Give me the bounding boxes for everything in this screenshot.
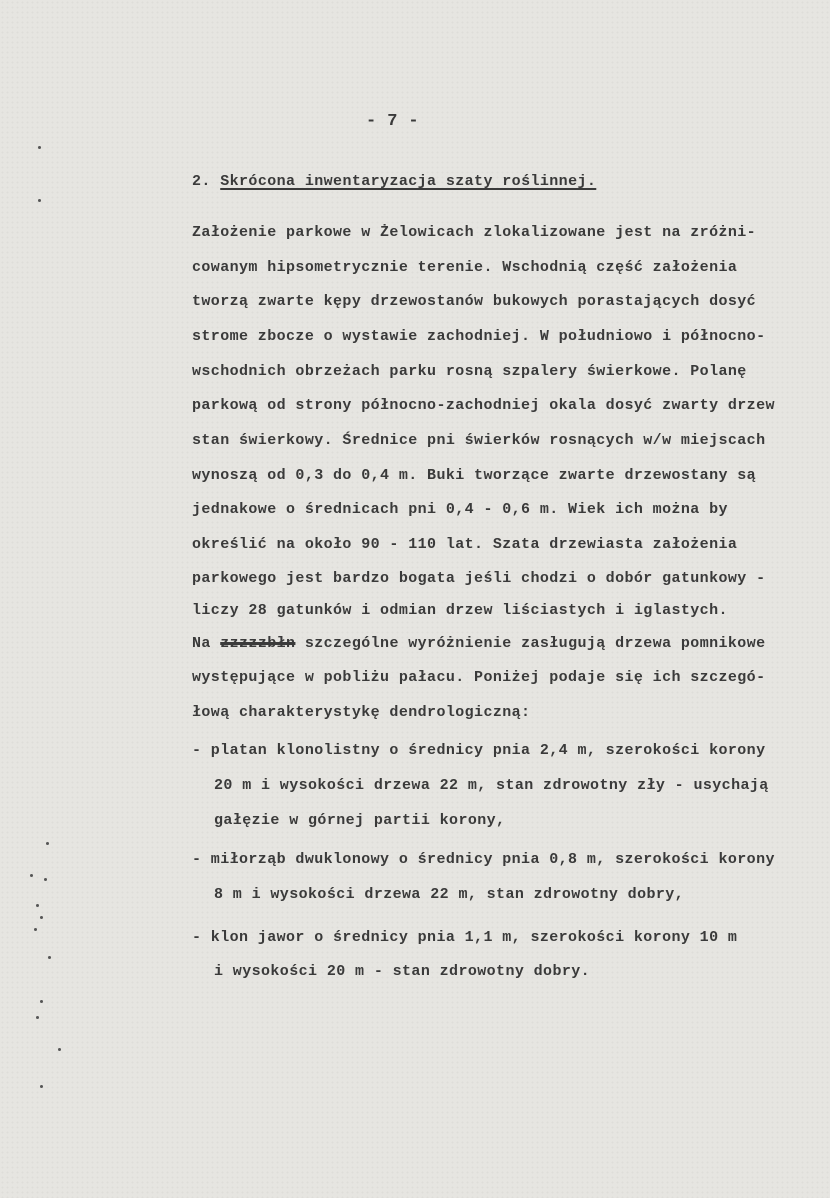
paragraph-line: wynoszą od 0,3 do 0,4 m. Buki tworzące zwarte drzewostany są — [192, 467, 757, 484]
paragraph-line: parkowego jest bardzo bogata jeśli chodzi o dobór gatunkowy - — [192, 570, 766, 587]
paragraph-line: parkową od strony północno-zachodniej okala dosyć zwarty drzew — [192, 397, 775, 414]
paragraph-line: wschodnich obrzeżach parku rosną szpalery świerkowe. Polanę — [192, 363, 747, 380]
scan-speckle — [40, 916, 43, 919]
scan-speckle — [38, 199, 41, 202]
paragraph-line: Założenie parkowe w Żelowicach zlokalizowane jest na zróżni- — [192, 224, 757, 241]
paragraph-line: liczy 28 gatunków i odmian drzew liściastych i iglastych. — [192, 602, 728, 619]
paragraph-line: strome zbocze o wystawie zachodniej. W południowo i północno- — [192, 328, 766, 345]
line-prefix: Na — [192, 635, 221, 652]
scan-speckle — [44, 878, 47, 881]
paragraph-line: jednakowe o średnicach pni 0,4 - 0,6 m. Wiek ich można by — [192, 501, 728, 518]
paragraph-line — [192, 634, 766, 654]
scan-speckle — [38, 146, 41, 149]
list-item-first-line: - klon jawor o średnicy pnia 1,1 m, szerokości korony 10 m — [192, 929, 738, 946]
list-item-first-line: - platan klonolistny o średnicy pnia 2,4 m, szerokości korony — [192, 742, 766, 759]
paragraph-line: występujące w pobliżu pałacu. Poniżej podaje się ich szczegó- — [192, 669, 766, 686]
struck-out-word: zzzzzbłn — [220, 635, 296, 652]
scan-speckle — [36, 904, 39, 907]
section-number: 2. — [192, 173, 211, 190]
line-continuation: szczególne wyróżnienie zasługują drzewa pomnikowe — [295, 635, 766, 652]
scan-speckle — [30, 874, 33, 877]
list-item-line: 8 m i wysokości drzewa 22 m, stan zdrowotny dobry, — [214, 886, 685, 903]
scan-speckle — [46, 842, 49, 845]
scan-speckle — [40, 1000, 43, 1003]
paragraph-line: określić na około 90 - 110 lat. Szata drzewiasta założenia — [192, 536, 738, 553]
list-item-line: 20 m i wysokości drzewa 22 m, stan zdrowotny zły - usychają — [214, 777, 769, 794]
paragraph-line: łową charakterystykę dendrologiczną: — [192, 704, 531, 721]
paragraph-line: tworzą zwarte kępy drzewostanów bukowych porastających dosyć — [192, 293, 757, 310]
list-item-first-line: - miłorząb dwuklonowy o średnicy pnia 0,8 m, szerokości korony — [192, 851, 775, 868]
scan-speckle — [34, 928, 37, 931]
scan-speckle — [40, 1085, 43, 1088]
paragraph-line: cowanym hipsometrycznie terenie. Wschodnią część założenia — [192, 259, 738, 276]
section-title: Skrócona inwentaryzacja szaty roślinnej. — [220, 173, 597, 190]
list-item-line: i wysokości 20 m - stan zdrowotny dobry. — [214, 963, 591, 980]
scan-speckle — [48, 956, 51, 959]
section-heading — [192, 172, 596, 192]
paragraph-line: stan świerkowy. Średnice pni świerków rosnących w/w miejscach — [192, 432, 766, 449]
page-number: - 7 - — [366, 112, 420, 131]
list-item-line: gałęzie w górnej partii korony, — [214, 812, 506, 829]
scan-speckle — [58, 1048, 61, 1051]
scan-speckle — [36, 1016, 39, 1019]
